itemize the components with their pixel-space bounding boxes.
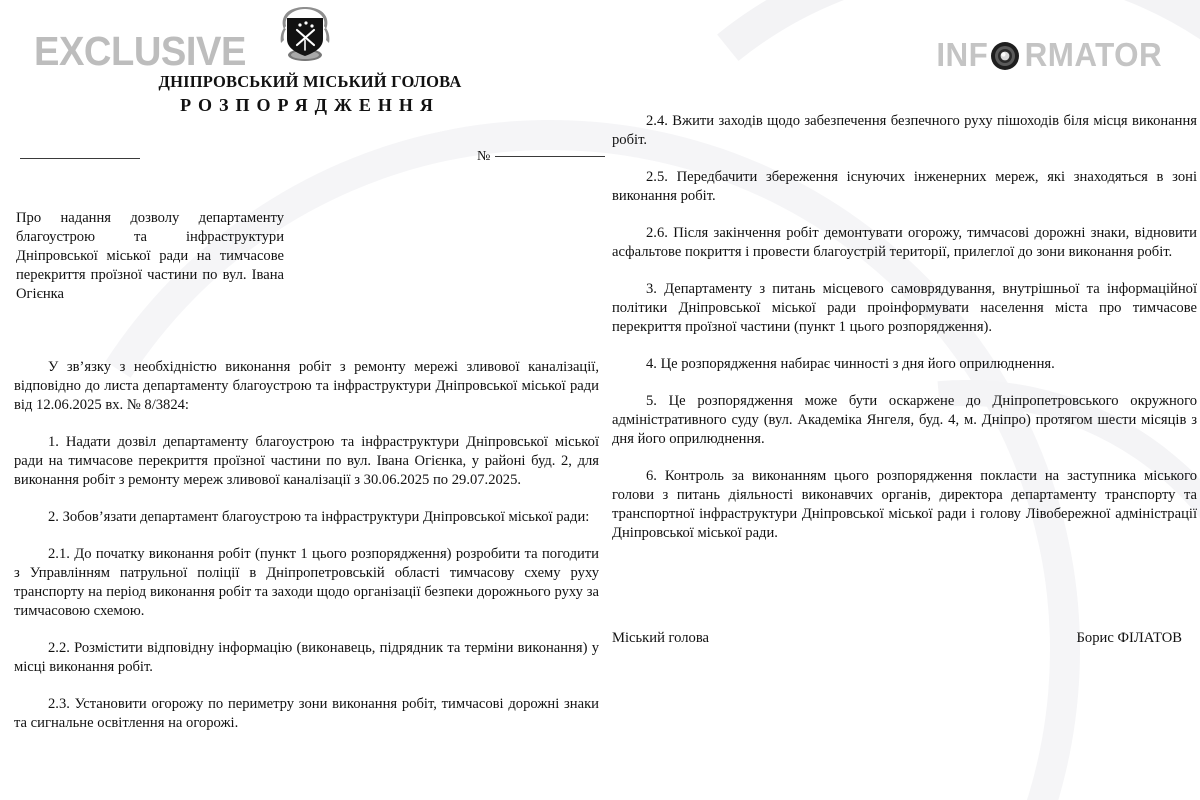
document-number-field <box>477 149 605 165</box>
body-column-left <box>14 358 599 733</box>
page-title: ДНІПРОВСЬКИЙ МІСЬКИЙ ГОЛОВА <box>158 72 462 91</box>
signatory-name: Борис ФІЛАТОВ <box>1076 630 1182 646</box>
paragraph: 2.2. Розмістити відповідну інформацію (виконавець, підрядник та терміни виконання) у місці виконання робіт. <box>14 639 599 675</box>
paragraph: 2.4. Вжити заходів щодо забезпечення безпечного руху пішоходів біля місця виконання робіт. <box>612 113 1197 148</box>
informator-watermark-suffix: RMATOR <box>1024 36 1163 73</box>
paragraph: 4. Це розпорядження набирає чинності з дня його оприлюднення. <box>646 355 1055 372</box>
paragraph: 3. Департаменту з питань місцевого самоврядування, внутрішньої та інформаційної політики Дніпровської міської ради проінформувати населення міста про тимчасове перекриття проїзної частини (пункт 1 цього розпорядження). <box>612 280 1197 335</box>
subject-block: Про надання дозволу департаменту благоустрою та інфраструктури Дніпровської міської ради на тимчасове перекриття проїзної частини по вул. Івана Огієнка <box>16 210 284 302</box>
informator-watermark-prefix: INF <box>935 36 988 73</box>
paragraph: 1. Надати дозвіл департаменту благоустрою та інфраструктури Дніпровської міської ради на тимчасове перекриття проїзної частини по вул. Івана Огієнка, у районі буд. 2, для виконання робіт з ремонту мереж зливової каналізації з 30.06.2025 по 29.07.2025. <box>14 433 599 488</box>
document-type-title: РОЗПОРЯДЖЕННЯ <box>180 95 440 115</box>
camera-lens-icon <box>990 41 1020 71</box>
paragraph: 6. Контроль за виконанням цього розпорядження покласти на заступника міського голови з питань діяльності виконавчих органів, директора департаменту транспорту та транспортної інфраструктури Дніпровської міської ради і голову Лівобережної адміністрації Дніпровської міської ради. <box>612 467 1197 541</box>
number-blank-line <box>495 156 605 157</box>
paragraph: У зв’язку з необхідністю виконання робіт з ремонту мережі зливової каналізації, відповідно до листа департаменту благоустрою та інфраструктури Дніпровської міської ради від 12.06.2025 вх. № 8/3824: <box>14 359 599 413</box>
dnipro-coat-of-arms-icon <box>276 6 334 68</box>
paragraph: 2. Зобов’язати департамент благоустрою та інфраструктури Дніпровської міської ради: <box>48 508 590 525</box>
signatory-position: Міський голова <box>612 630 710 646</box>
signature-block <box>612 630 1182 647</box>
body-column-right <box>612 112 1197 542</box>
number-symbol: № <box>477 149 491 164</box>
exclusive-watermark: EXCLUSIVE <box>34 28 246 74</box>
paragraph: 2.6. Після закінчення робіт демонтувати огорожу, тимчасові дорожні знаки, відновити асфальтове покриття і провести благоустрій території, прилеглої до зони виконання робіт. <box>612 224 1197 260</box>
paragraph: 2.3. Установити огорожу по периметру зони виконання робіт, тимчасові дорожні знаки та сигнальне освітлення на огорожі. <box>14 695 599 731</box>
paragraph: 2.5. Передбачити збереження існуючих інженерних мереж, які знаходяться в зоні виконання робіт. <box>612 168 1197 204</box>
informator-watermark <box>935 38 1166 71</box>
date-blank-line <box>20 158 140 159</box>
paragraph: 2.1. До початку виконання робіт (пункт 1 цього розпорядження) розробити та погодити з Управлінням патрульної поліції в Дніпропетровській області тимчасову схему руху транспорту на період виконання робіт та заходи щодо організації безпеки дорожнього руху за тимчасовою схемою. <box>14 545 599 619</box>
paragraph: 5. Це розпорядження може бути оскаржене до Дніпропетровського окружного адміністративного суду (вул. Академіка Янгеля, буд. 4, м. Дніпро) протягом шести місяців з дня його оприлюднення. <box>612 392 1197 447</box>
